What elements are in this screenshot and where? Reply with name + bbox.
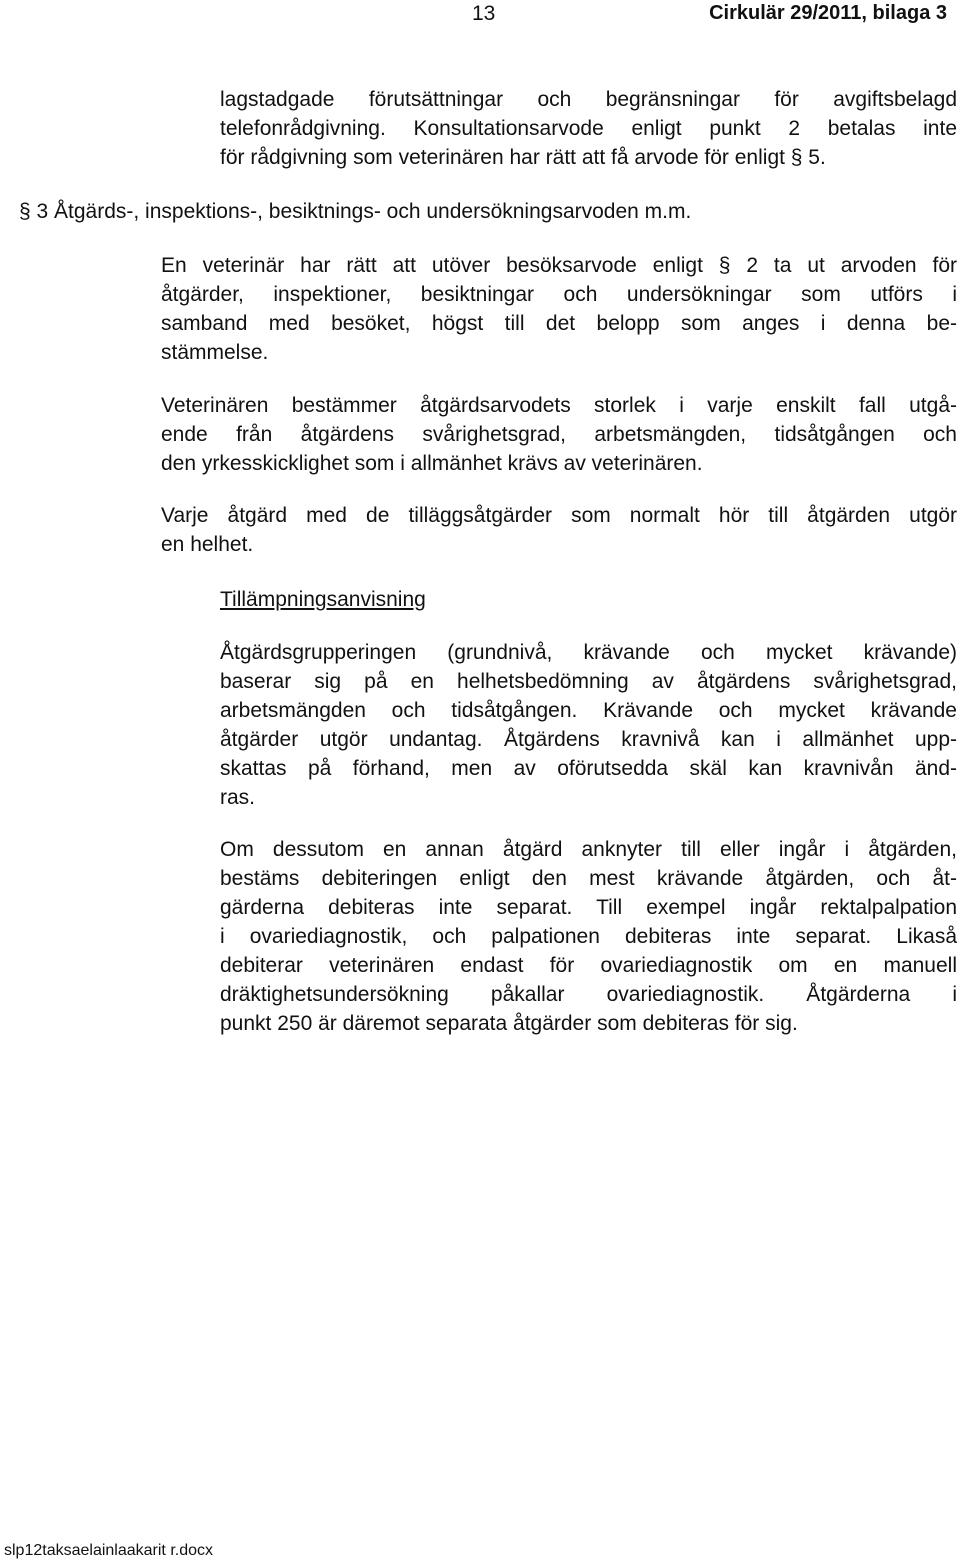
paragraph-line: ras.: [220, 786, 256, 809]
paragraph-line: samband med besöket, högst till det belopp som anges i denna be-: [161, 312, 957, 335]
paragraph-line: åtgärder, inspektioner, besiktningar och undersökningar som utförs i: [161, 283, 957, 306]
paragraph-line: dräktighetsundersökning påkallar ovariediagnostik. Åtgärderna i: [220, 983, 957, 1006]
page-number: 13: [472, 2, 496, 25]
paragraph-line: arbetsmängden och tidsåtgången. Krävande och mycket krävande: [220, 699, 957, 722]
intro-line: lagstadgade förutsättningar och begränsningar för avgiftsbelagd: [220, 88, 957, 111]
paragraph-line: Om dessutom en annan åtgärd anknyter till eller ingår i åtgärden,: [220, 838, 957, 861]
section-heading: § 3 Åtgärds-, inspektions-, besiktnings- och undersökningsarvoden m.m.: [19, 200, 692, 223]
paragraph-line: bestäms debiteringen enligt den mest krävande åtgärden, och åt-: [220, 867, 957, 890]
paragraph-line: i ovariediagnostik, och palpationen debiteras inte separat. Likaså: [220, 925, 957, 948]
intro-line: telefonrådgivning. Konsultationsarvode enligt punkt 2 betalas inte: [220, 117, 957, 140]
paragraph-3: [161, 501, 957, 559]
paragraph-line: skattas på förhand, men av oförutsedda skäl kan kravnivån änd-: [220, 757, 957, 780]
paragraph-line: En veterinär har rätt att utöver besöksarvode enligt § 2 ta ut arvoden för: [161, 254, 957, 277]
paragraph-5: [220, 835, 957, 1038]
application-guidance-heading: Tillämpningsanvisning: [220, 588, 426, 611]
paragraph-line: åtgärder utgör undantag. Åtgärdens kravnivå kan i allmänhet upp-: [220, 728, 957, 751]
footer-filename: slp12taksaelainlaakarit r.docx: [4, 1542, 214, 1559]
paragraph-1: [161, 251, 957, 367]
paragraph-line: den yrkesskicklighet som i allmänhet krävs av veterinären.: [161, 452, 703, 475]
paragraph-line: Veterinären bestämmer åtgärdsarvodets storlek i varje enskilt fall utgå-: [161, 394, 957, 417]
paragraph-line: debiterar veterinären endast för ovariediagnostik om en manuell: [220, 954, 957, 977]
paragraph-line: gärderna debiteras inte separat. Till exempel ingår rektalpalpation: [220, 896, 957, 919]
paragraph-line: ende från åtgärdens svårighetsgrad, arbetsmängden, tidsåtgången och: [161, 423, 957, 446]
paragraph-line: en helhet.: [161, 533, 254, 556]
paragraph-line: Åtgärdsgrupperingen (grundnivå, krävande och mycket krävande): [220, 641, 957, 664]
intro-paragraph: [220, 85, 957, 172]
paragraph-line: Varje åtgärd med de tilläggsåtgärder som normalt hör till åtgärden utgör: [161, 504, 957, 527]
paragraph-4: [220, 638, 957, 812]
paragraph-2: [161, 391, 957, 478]
paragraph-line: punkt 250 är däremot separata åtgärder som debiteras för sig.: [220, 1012, 798, 1035]
intro-line: för rådgivning som veterinären har rätt att få arvode för enligt § 5.: [220, 146, 826, 169]
document-reference: Cirkulär 29/2011, bilaga 3: [709, 2, 947, 24]
paragraph-line: baserar sig på en helhetsbedömning av åtgärdens svårighetsgrad,: [220, 670, 957, 693]
paragraph-line: stämmelse.: [161, 341, 269, 364]
